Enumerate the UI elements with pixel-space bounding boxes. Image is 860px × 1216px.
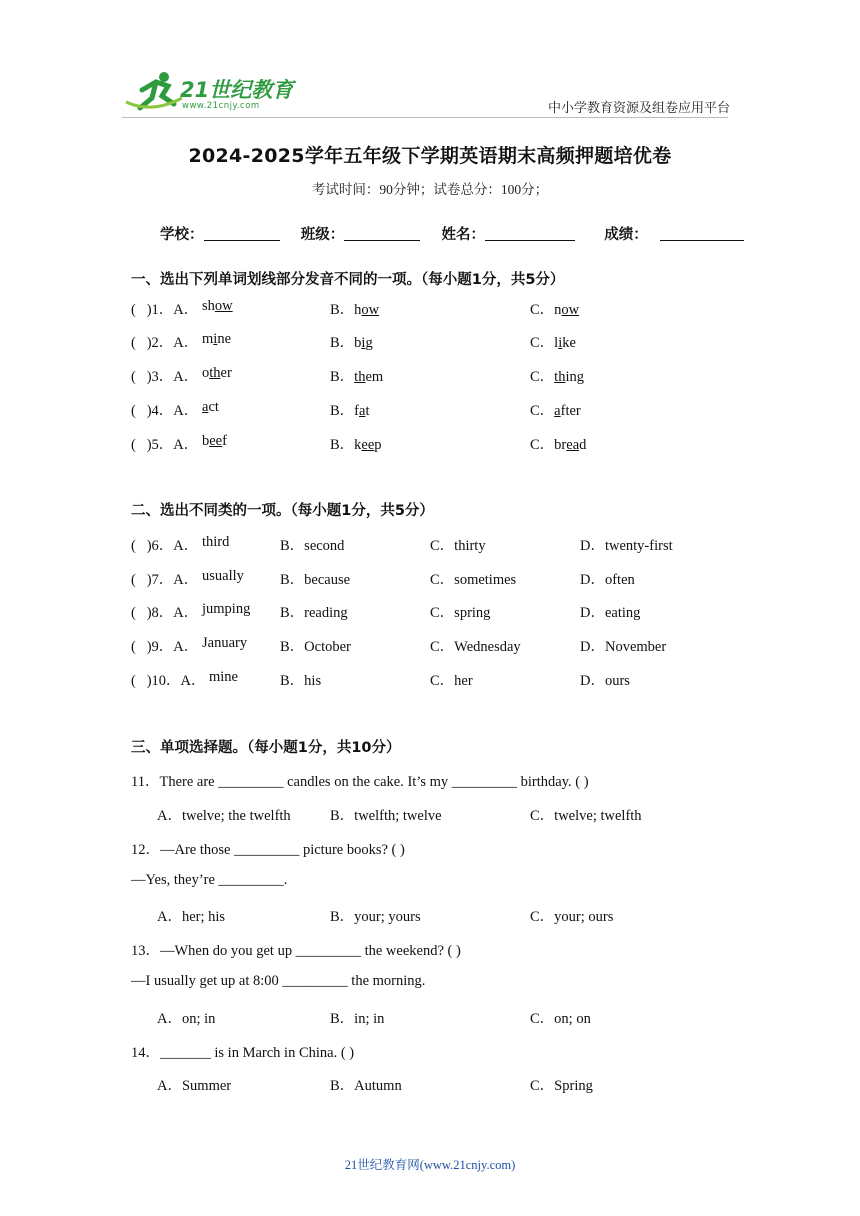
question-number: )9．A． [146, 639, 199, 655]
header-divider [122, 117, 728, 118]
question-number: )10．A． [146, 673, 206, 689]
answer-paren[interactable]: ( [131, 673, 147, 689]
q11-option-c[interactable]: C．twelve; twelfth [530, 808, 642, 824]
option-d[interactable]: D．twenty-first [580, 538, 673, 554]
q11-option-a[interactable]: A．twelve; the twelfth [157, 808, 291, 824]
option-b[interactable]: B．his [280, 673, 322, 689]
answer-paren[interactable]: ( [131, 538, 147, 554]
logo-text: 21世纪教育 [180, 78, 294, 102]
student-info-row [160, 223, 744, 244]
section-3-heading: 三、单项选择题。（每小题1分，共10分） [131, 740, 401, 756]
option-c[interactable]: C．like [530, 335, 576, 351]
exam-title: 2024-2025学年五年级下学期英语期末高频押题培优卷 [188, 145, 672, 167]
answer-paren[interactable]: ( [131, 605, 147, 621]
option-b[interactable]: B．them [330, 369, 384, 385]
q11-stem: 11．There are _________ candles on the cake. It’s my _________ birthday. ( ) [131, 774, 589, 790]
option-c[interactable]: C．now [530, 302, 580, 318]
q12-stem: 12．—Are those _________ picture books? ( ) [131, 842, 405, 858]
option-b[interactable]: B．keep [330, 437, 382, 453]
q14-option-a[interactable]: A．Summer [157, 1078, 232, 1094]
answer-paren[interactable]: ( [131, 369, 147, 385]
option-a[interactable]: jumping [202, 601, 251, 617]
option-c[interactable]: C．after [530, 403, 581, 419]
question-number: )2．A． [146, 335, 199, 351]
footer-link[interactable]: 21世纪教育网(www.21cnjy.com) [344, 1158, 516, 1172]
option-a[interactable]: show [202, 298, 233, 314]
q13-line2: —I usually get up at 8:00 _________ the morning. [131, 973, 426, 989]
class-field[interactable] [344, 226, 420, 241]
answer-paren[interactable]: ( [131, 437, 147, 453]
option-c[interactable]: C．Wednesday [430, 639, 521, 655]
option-b[interactable]: B．reading [280, 605, 348, 621]
q13-stem: 13．—When do you get up _________ the weekend? ( ) [131, 943, 461, 959]
q14-option-b[interactable]: B．Autumn [330, 1078, 402, 1094]
option-b[interactable]: B．big [330, 335, 373, 351]
q13-option-b[interactable]: B．in; in [330, 1011, 385, 1027]
answer-paren[interactable]: ( [131, 335, 147, 351]
option-d[interactable]: D．eating [580, 605, 641, 621]
q12-option-c[interactable]: C．your; ours [530, 909, 614, 925]
q14-option-c[interactable]: C．Spring [530, 1078, 593, 1094]
option-a[interactable]: third [202, 534, 230, 550]
option-c[interactable]: C．bread [530, 437, 587, 453]
option-d[interactable]: D．ours [580, 673, 630, 689]
question-number: )3．A． [146, 369, 199, 385]
score-field[interactable] [660, 226, 744, 241]
name-label: 姓名： [441, 227, 485, 243]
option-b[interactable]: B．October [280, 639, 351, 655]
question-number: )6．A． [146, 538, 199, 554]
score-label: 成绩： [604, 227, 648, 243]
option-c[interactable]: C．sometimes [430, 572, 517, 588]
logo-url: www.21cnjy.com [182, 101, 260, 111]
option-a[interactable]: mine [202, 331, 231, 347]
class-label: 班级： [300, 227, 345, 243]
option-b[interactable]: B．how [330, 302, 380, 318]
option-a[interactable]: other [202, 365, 232, 381]
platform-name: 中小学教育资源及组卷应用平台 [547, 101, 730, 116]
option-a[interactable]: beef [202, 433, 227, 449]
school-field[interactable] [204, 226, 280, 241]
question-number: )4．A． [146, 403, 199, 419]
question-number: )8．A． [146, 605, 199, 621]
exam-subtitle: 考试时间：90分钟；试卷总分：100分； [311, 182, 549, 197]
option-b[interactable]: B．because [280, 572, 351, 588]
q14-stem: 14．_______ is in March in China. ( ) [131, 1045, 355, 1061]
q13-option-c[interactable]: C．on; on [530, 1011, 591, 1027]
answer-paren[interactable]: ( [131, 403, 147, 419]
section-2-heading: 二、选出不同类的一项。（每小题1分，共5分） [131, 503, 434, 519]
answer-paren[interactable]: ( [131, 639, 147, 655]
option-c[interactable]: C．her [430, 673, 473, 689]
site-logo [122, 68, 292, 116]
section-1-heading: 一、选出下列单词划线部分发音不同的一项。（每小题1分，共5分） [131, 272, 565, 288]
option-c[interactable]: C．spring [430, 605, 491, 621]
q12-line2: —Yes, they’re _________. [131, 872, 288, 888]
answer-paren[interactable]: ( [131, 302, 147, 318]
option-d[interactable]: D．November [580, 639, 667, 655]
name-field[interactable] [485, 226, 575, 241]
q12-option-b[interactable]: B．your; yours [330, 909, 421, 925]
option-b[interactable]: B．fat [330, 403, 370, 419]
option-c[interactable]: C．thirty [430, 538, 486, 554]
question-number: )7．A． [146, 572, 199, 588]
answer-paren[interactable]: ( [131, 572, 147, 588]
option-c[interactable]: C．thing [530, 369, 584, 385]
option-a[interactable]: January [202, 635, 248, 651]
option-b[interactable]: B．second [280, 538, 345, 554]
option-a[interactable]: act [202, 399, 219, 415]
question-number: )1．A． [146, 302, 199, 318]
q12-option-a[interactable]: A．her; his [157, 909, 226, 925]
option-d[interactable]: D．often [580, 572, 635, 588]
option-a[interactable]: usually [202, 568, 244, 584]
q13-option-a[interactable]: A．on; in [157, 1011, 216, 1027]
option-a[interactable]: mine [209, 669, 238, 685]
question-number: )5．A． [146, 437, 199, 453]
q11-option-b[interactable]: B．twelfth; twelve [330, 808, 442, 824]
school-label: 学校： [160, 227, 204, 243]
